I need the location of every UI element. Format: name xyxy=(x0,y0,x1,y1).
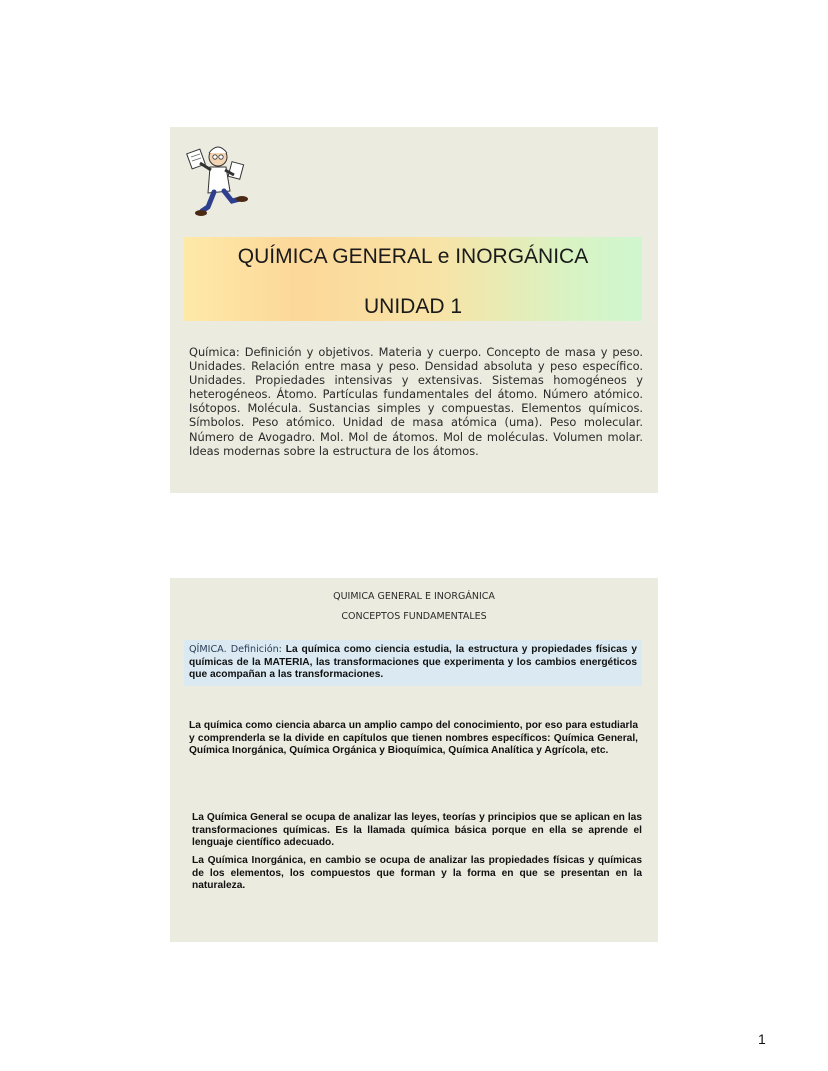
definition-paragraph xyxy=(189,644,637,682)
paragraph-chemistry-branches: La química como ciencia abarca un amplio campo del conocimiento, por eso para estudiarla y comprenderla se la divide en capítulos que tienen nombres específicos: Química General, Química Inorgánica, Química Orgánica y Bioquímica, Química Analítica y Agrícola, etc. xyxy=(189,720,638,757)
unit-title: UNIDAD 1 xyxy=(363,295,463,318)
page-number: 1 xyxy=(758,1031,766,1047)
definition-label: QÍMICA. Definición: xyxy=(189,644,282,655)
definition-text: La química como ciencia estudia, la estructura y propiedades físicas y químicas de la MATERIA, las transformaciones que experimenta y los cambios energéticos que acompañan a las transformaciones. xyxy=(189,644,637,681)
title-band xyxy=(184,237,642,321)
slide-1 xyxy=(170,127,658,493)
definition-box xyxy=(184,640,642,686)
paragraph-inorganic-chemistry: La Química Inorgánica, en cambio se ocupa de analizar las propiedades físicas y químicas de los elementos, los compuestos que forman y la forma en que se presentan en la naturaleza. xyxy=(192,855,642,892)
paragraph-general-chemistry: La Química General se ocupa de analizar las leyes, teorías y principios que se aplican en las transformaciones químicas. Es la llamada química básica porque en ella se aprende el lenguaje científico adecuado. xyxy=(192,812,642,849)
running-scientist-icon xyxy=(184,141,254,225)
slide-header: QUIMICA GENERAL E INORGÁNICA xyxy=(333,591,495,602)
unit-topics: Química: Definición y objetivos. Materia y cuerpo. Concepto de masa y peso. Unidades. Relación entre masa y peso. Densidad absoluta y peso específico. Unidades. Propiedades intensivas y extensivas. Sistemas homogéneos y heterogéneos. Átomo. Partículas fundamentales del átomo. Número atómico. Isótopos. Molécula. Sustancias simples y compuestas. Elementos químicos. Símbolos. Peso atómico. Unidad de masa atómica (uma). Peso molecular. Número de Avogadro. Mol. Mol de átomos. Mol de moléculas. Volumen molar. Ideas modernas sobre la estructura de los átomos. xyxy=(189,345,643,458)
slide-subheader: CONCEPTOS FUNDAMENTALES xyxy=(341,611,487,622)
course-title: QUÍMICA GENERAL e INORGÁNICA xyxy=(237,245,589,268)
slide-2 xyxy=(170,578,658,942)
